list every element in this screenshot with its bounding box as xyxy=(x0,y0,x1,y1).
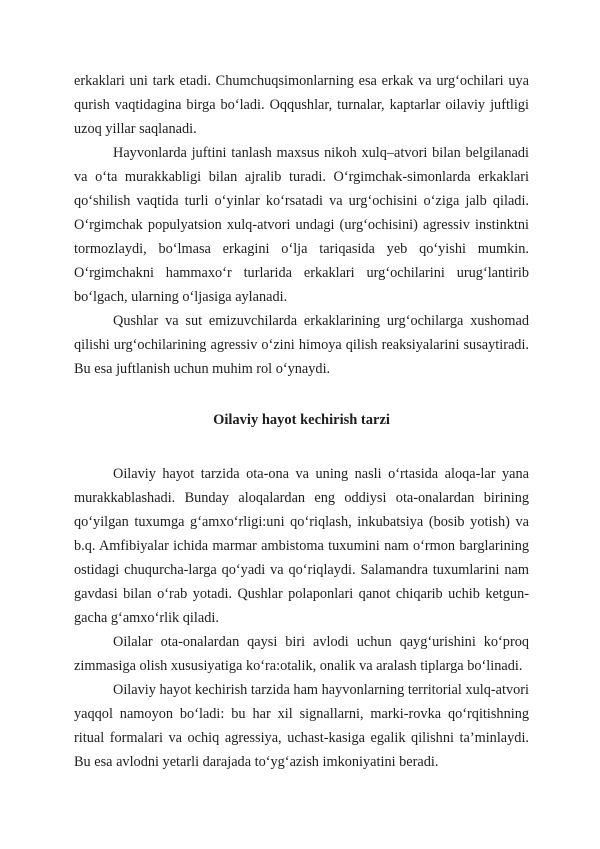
paragraph-courtship: Qushlar va sut emizuvchilarda erkaklarining urg‘ochilarga xushomad qilishi urg‘ochilarining agressiv o‘zini himoya qilish reaksiyalarini susaytiradi. Bu esa juftlanish uchun muhim rol o‘ynaydi. xyxy=(74,313,529,377)
paragraph-territorial-behavior: Oilaviy hayot kechirish tarzida ham hayvonlarning territorial xulq-atvori yaqqol namoyon bo‘ladi: bu har xil signallarni, marki-rovka qo‘rqitishning ritual formalari va ochiq agressiya, uchast-kasiga egalik qilishni ta’minlaydi. Bu esa avlodni yetarli darajada to‘yg‘azish imkoniyatini beradi. xyxy=(74,682,529,770)
paragraph-mate-selection: Hayvonlarda juftini tanlash maxsus nikoh xulq–atvori bilan belgilanadi va o‘ta murakkabligi bilan ajralib turadi. O‘rgimchak-simonlarda erkaklari qo‘shilish vaqtida turli o‘yinlar ko‘rsatadi va urg‘ochisini o‘ziga jalb qiladi. O‘rgimchak populyatsion xulq-atvori undagi (urg‘ochisini) agressiv instinktni tormozlaydi, bo‘lmasa erkagini o‘lja tariqasida yeb qo‘yishi mumkin. O‘rgimchakni hammaxo‘r turlarida erkaklari urg‘ochilarini urug‘lantirib bo‘lgach, ularning o‘ljasiga aylanadi. xyxy=(74,145,529,305)
paragraph-continuation: erkaklari uni tark etadi. Chumchuqsimonlarning esa erkak va urg‘ochilari uya qurish vaqtidagina birga bo‘ladi. Oqqushlar, turnalar, kaptarlar oilaviy juftligi uzoq yillar saqlanadi. xyxy=(74,73,529,137)
paragraph-family-life: Oilaviy hayot tarzida ota-ona va uning nasli o‘rtasida aloqa-lar yana murakkablashadi. Bunday aloqalardan eng oddiysi ota-onalardan birining qo‘yilgan tuxumga g‘amxo‘rligi:uni qo‘riqlash, inkubatsiya (bosib yotish) va b.q. Amfibiyalar ichida marmar ambistoma tuxumini nam o‘rmon barglarining ostidagi chuqurcha-larga qo‘yadi va qo‘riqlaydi. Salamandra tuxumlarini nam gavdasi bilan o‘rab yotadi. Qushlar polaponlari qanot chiqarib uchib ketgun-gacha g‘amxo‘rlik qiladi. xyxy=(74,466,529,626)
paragraph-family-types: Oilalar ota-onalardan qaysi biri avlodi uchun qayg‘urishini ko‘proq zimmasiga olish xususiyatiga ko‘ra:otalik, onalik va aralash tiplarga bo‘linadi. xyxy=(74,634,529,674)
section-heading: Oilaviy hayot kechirish tarzi xyxy=(213,412,390,428)
